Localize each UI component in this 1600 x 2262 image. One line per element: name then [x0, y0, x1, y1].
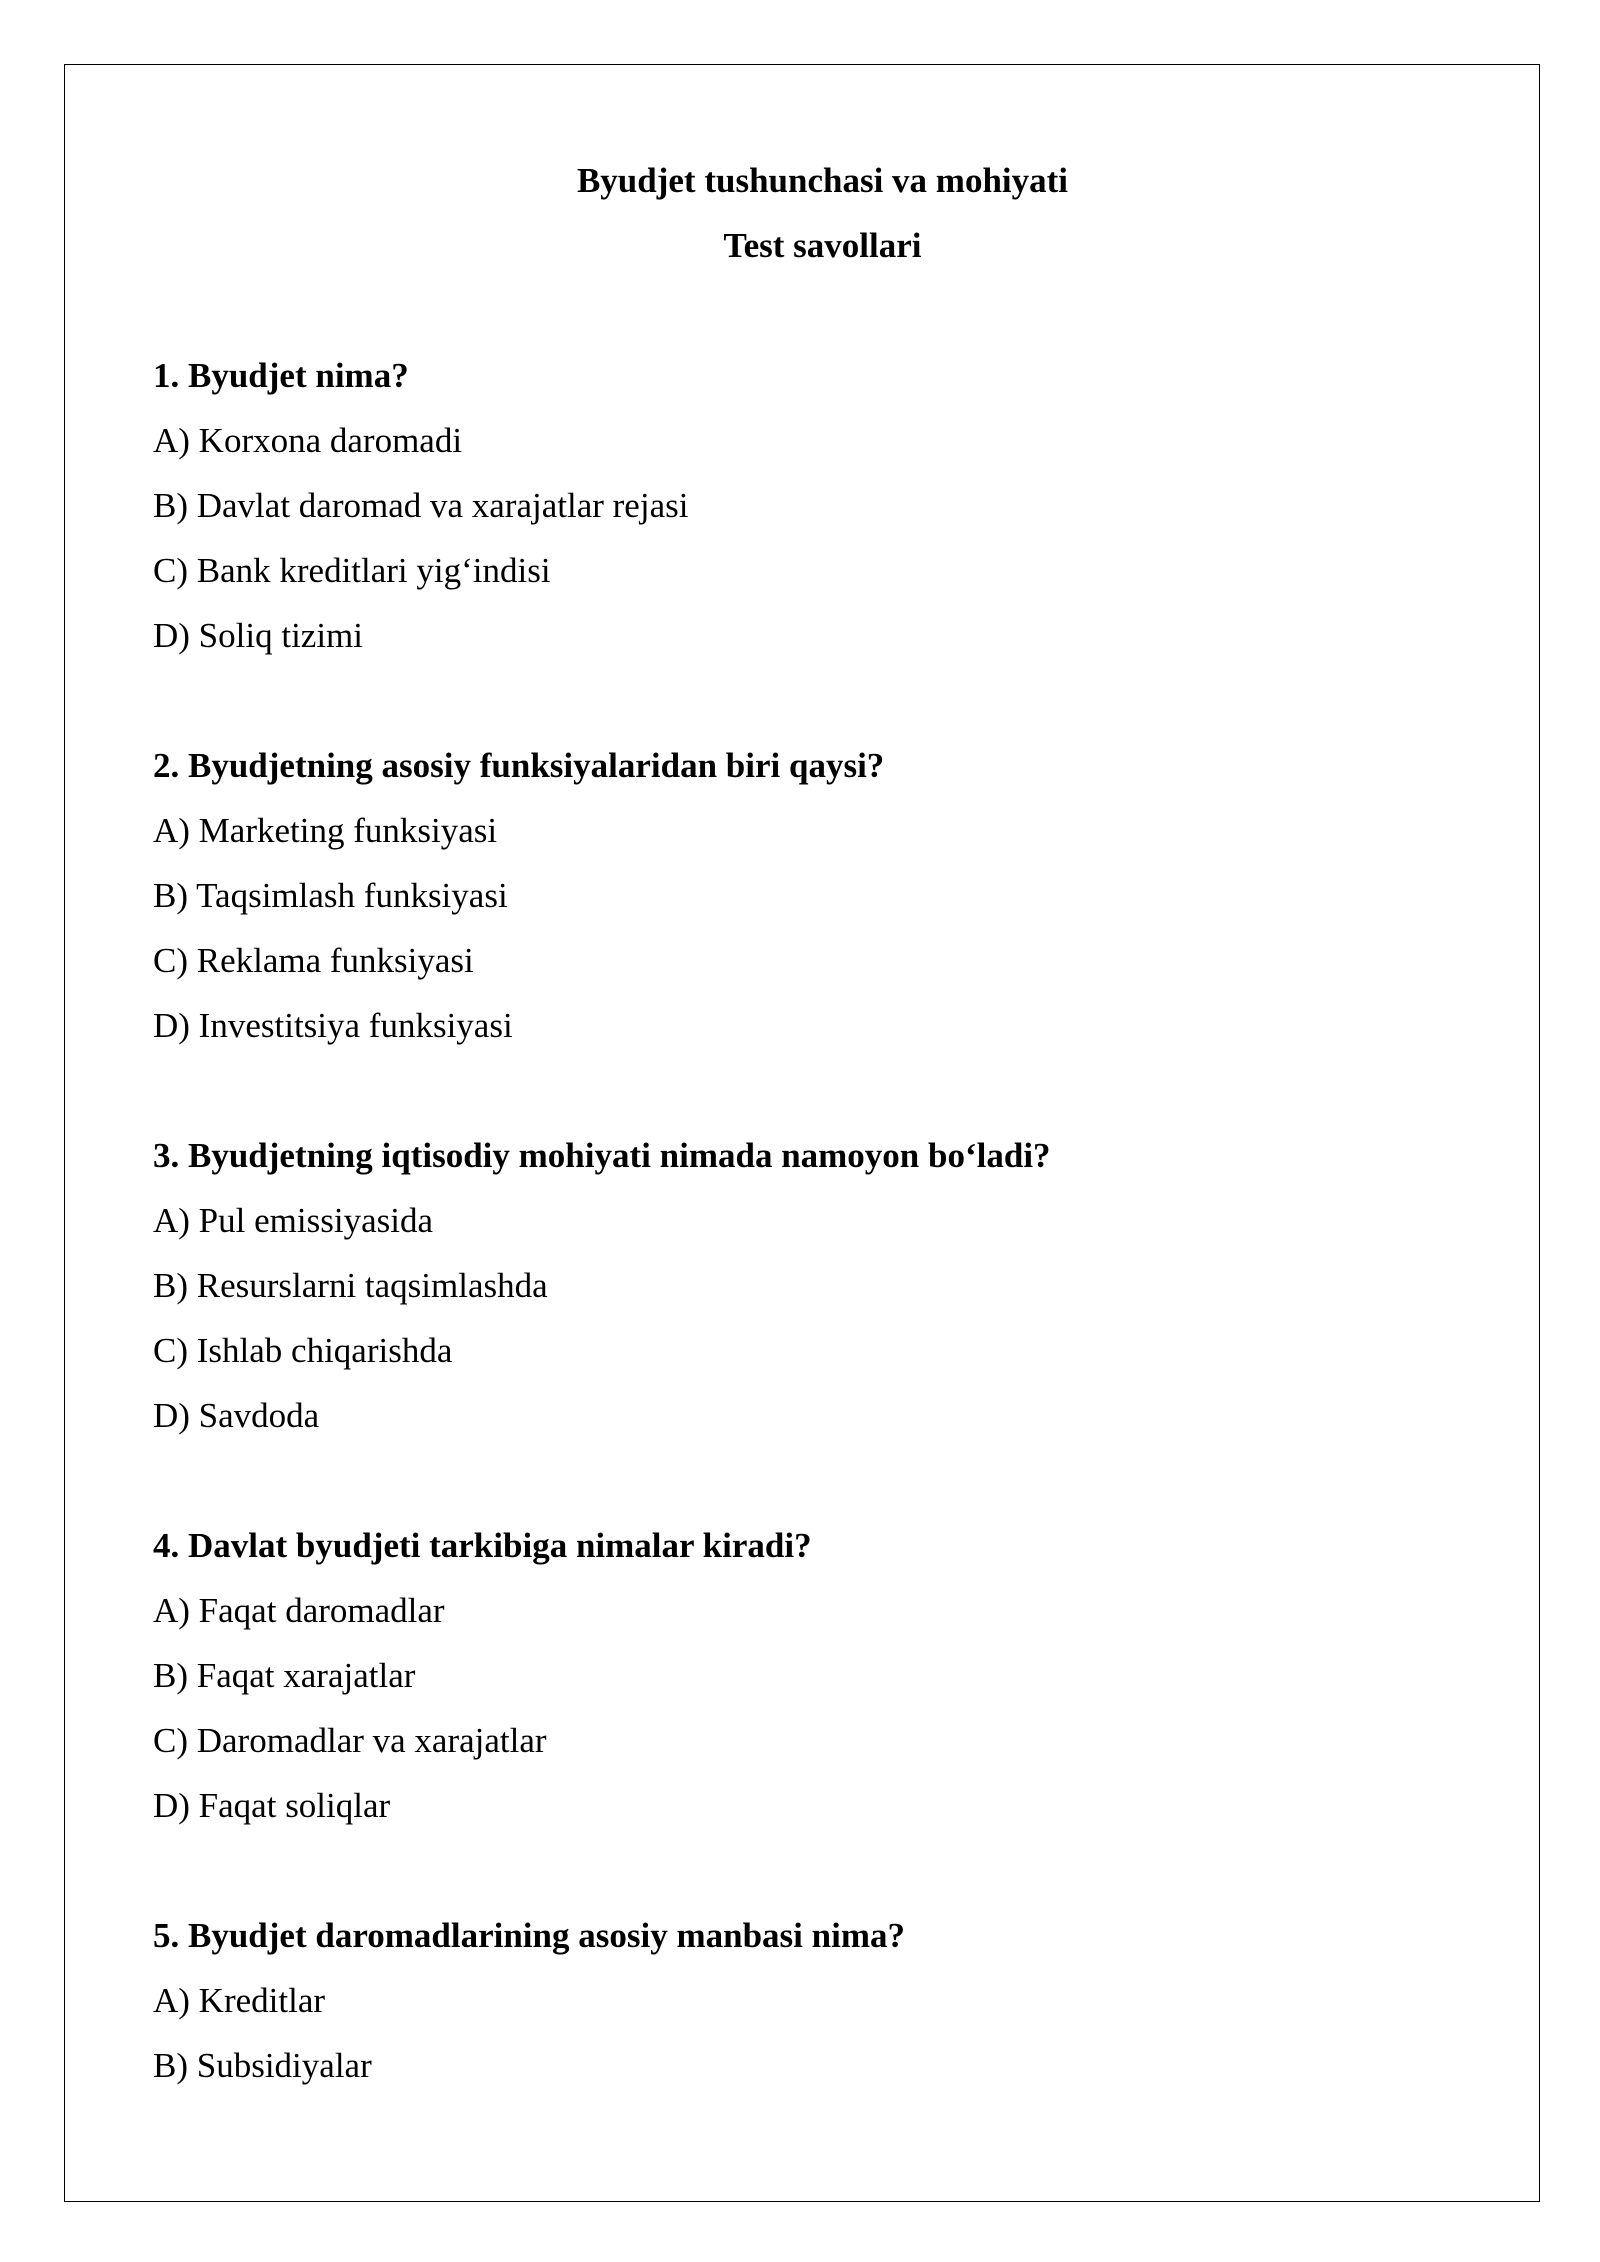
- spacer: [153, 278, 1493, 343]
- spacer: [153, 1838, 1493, 1903]
- spacer: [153, 1058, 1493, 1123]
- answer-option-a: A) Korxona daromadi: [153, 421, 463, 460]
- answer-option-a: A) Marketing funksiyasi: [153, 811, 498, 850]
- answer-option-d: D) Soliq tizimi: [153, 616, 363, 655]
- answer-option-b: B) Taqsimlash funksiyasi: [153, 876, 508, 915]
- question-1: [153, 343, 1493, 668]
- answer-option-b: B) Subsidiyalar: [153, 2046, 372, 2085]
- answer-option-a: A) Kreditlar: [153, 1981, 326, 2020]
- question-2: [153, 733, 1493, 1058]
- answer-option-b: B) Resurslarni taqsimlashda: [153, 1266, 548, 1305]
- answer-option-d: D) Faqat soliqlar: [153, 1786, 391, 1825]
- question-title: 4. Davlat byudjeti tarkibiga nimalar kiradi?: [153, 1526, 812, 1565]
- question-4: [153, 1513, 1493, 1838]
- question-title: 2. Byudjetning asosiy funksiyalaridan biri qaysi?: [153, 746, 885, 785]
- document-title: Byudjet tushunchasi va mohiyati: [576, 161, 1069, 200]
- spacer: [153, 668, 1493, 733]
- answer-option-b: B) Faqat xarajatlar: [153, 1656, 416, 1695]
- spacer: [153, 1448, 1493, 1513]
- document-subtitle: Test savollari: [723, 226, 922, 265]
- answer-option-b: B) Davlat daromad va xarajatlar rejasi: [153, 486, 689, 525]
- question-5: [153, 1903, 1493, 2098]
- answer-option-c: C) Daromadlar va xarajatlar: [153, 1721, 547, 1760]
- answer-option-a: A) Faqat daromadlar: [153, 1591, 445, 1630]
- answer-option-d: D) Investitsiya funksiyasi: [153, 1006, 513, 1045]
- question-title: 3. Byudjetning iqtisodiy mohiyati nimada namoyon bo‘ladi?: [153, 1136, 1051, 1175]
- document-body: [153, 148, 1493, 2098]
- question-3: [153, 1123, 1493, 1448]
- answer-option-c: C) Bank kreditlari yig‘indisi: [153, 551, 551, 590]
- answer-option-c: C) Reklama funksiyasi: [153, 941, 474, 980]
- answer-option-a: A) Pul emissiyasida: [153, 1201, 433, 1240]
- question-title: 5. Byudjet daromadlarining asosiy manbasi nima?: [153, 1916, 905, 1955]
- question-title: 1. Byudjet nima?: [153, 356, 409, 395]
- answer-option-c: C) Ishlab chiqarishda: [153, 1331, 453, 1370]
- answer-option-d: D) Savdoda: [153, 1396, 320, 1435]
